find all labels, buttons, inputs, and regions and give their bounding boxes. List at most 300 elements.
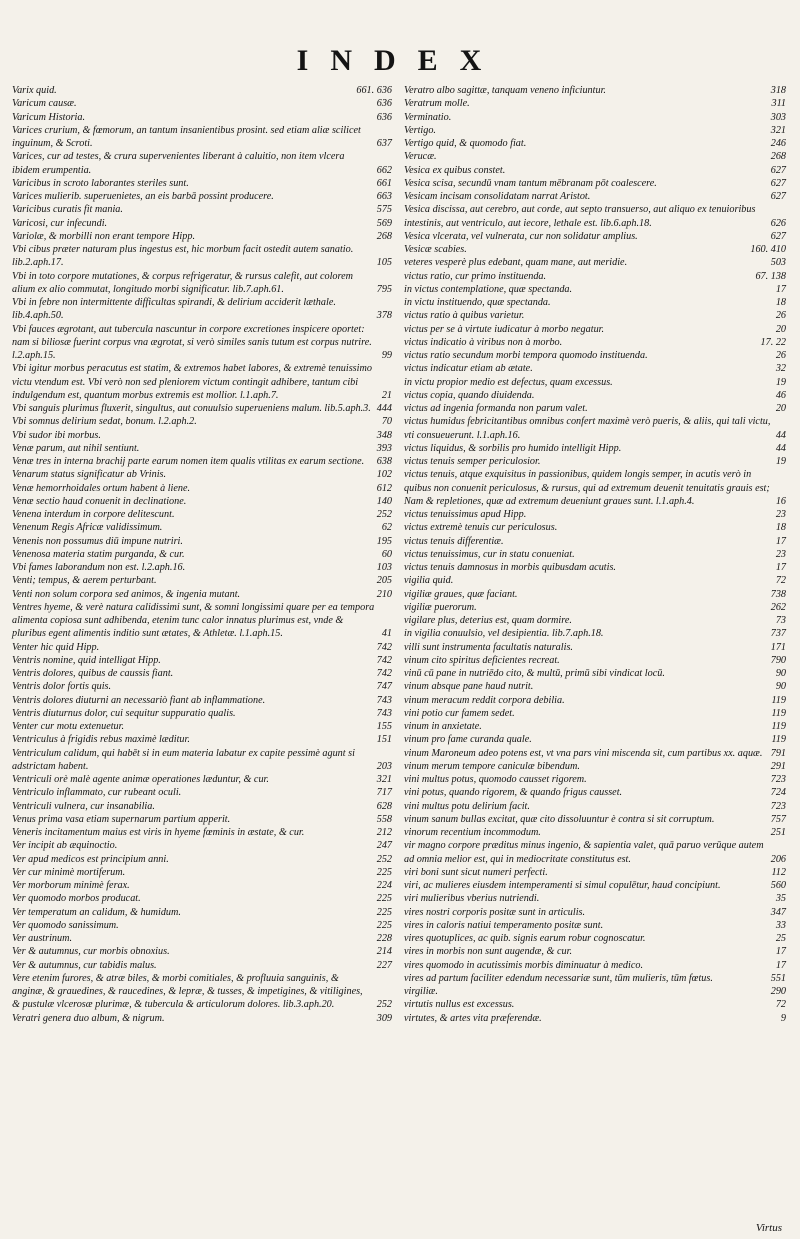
index-column-left [12, 84, 392, 1025]
index-entry [404, 283, 786, 296]
entry-text: victus ratio secundum morbi tempora quomodo instituenda. [404, 350, 648, 361]
index-entry [404, 84, 786, 97]
entry-page-number: 17. 22 [760, 336, 786, 348]
entry-text: Venenum Regis Africæ validissimum. [12, 522, 163, 534]
entry-text: Ver quomodo sanissimum. [12, 919, 119, 931]
index-entry [12, 495, 392, 508]
entry-text: victus tenuis, atque exquisitus in passionibus, quidem longis semper, in acutis verò in quibus non conuenit periculosus, & rursus, qui ad extremum deuenit tenuitatis grauis est; Nam & repletiones, quæ ad extremum deueniunt graues sunt. l.1.aph.4. [404, 469, 770, 507]
entry-text: Vbi igitur morbus peracutus est statim, & extremos habet labores, & extremè tenuissimo victu vtendum est. Vbi verò non sed pleniorem victum contingit adhibere, tantum cibi indulgendum est, quantum morbus extremis est mollior. l.1.aph.7. [12, 363, 372, 401]
entry-text: Ventris diuturnus dolor, cui sequitur suppuratio qualis. [12, 707, 236, 719]
entry-page-number: 210 [376, 588, 392, 600]
entry-text: victus tenuis differentiæ. [404, 535, 504, 547]
entry-text: vinum in anxietate. [404, 721, 482, 732]
index-entry [404, 786, 786, 799]
entry-text: Vbi in febre non intermittente difficultas spirandi, & delirium acciderit læthale. lib.4.aph.50. [12, 297, 336, 322]
entry-text: Venenis non possumus diū impune nutriri. [12, 535, 183, 547]
entry-text: Vbi fauces ægrotant, aut tubercula nascuntur in corpore excretiones inspicere oportet: nam si biliosæ fuerint corpus vna ægrotat, si verò similes sanis tutum est corpus nutrire. l.2.aph.15. [12, 323, 372, 361]
entry-page-number: 303 [770, 111, 786, 123]
entry-page-number: 227 [376, 959, 392, 971]
entry-page-number: 575 [376, 204, 392, 216]
entry-text: vires nostri corporis positæ sunt in articulis. [404, 906, 586, 918]
entry-page-number: 569 [376, 217, 392, 229]
index-entry [404, 468, 786, 508]
entry-page-number: 119 [771, 694, 786, 706]
entry-text: Veratri genera duo album, & nigrum. [12, 1012, 165, 1024]
index-entry [404, 654, 786, 667]
entry-page-number: 119 [771, 734, 786, 746]
entry-text: Ver & autumnus, cur tabidis malus. [12, 959, 157, 971]
entry-text: victus liquidus, & sorbilis pro humido intelligit Hipp. [404, 442, 622, 454]
entry-page-number: 717 [376, 787, 392, 799]
entry-text: Venarum status significatur ab Vrinis. [12, 469, 167, 481]
index-entry [404, 641, 786, 654]
entry-page-number: 627 [770, 177, 786, 189]
index-entry [12, 694, 392, 707]
entry-text: Varicosi, cur infecundi. [12, 217, 108, 229]
entry-page-number: 790 [770, 654, 786, 666]
index-entry [404, 813, 786, 826]
entry-page-number: 206 [770, 853, 786, 865]
entry-text: vini multus potus, quomodo causset rigorem. [404, 774, 587, 785]
index-entry [404, 402, 786, 415]
index-entry [12, 839, 392, 852]
index-entry [404, 362, 786, 375]
index-entry [404, 627, 786, 640]
entry-text: vir magno corpore præditus minus ingenio, & sapientia valet, quā paruo verūque autem ad omnia melior est, qui in mediocritate constitutus est. [404, 840, 764, 865]
entry-page-number: 212 [376, 827, 392, 838]
entry-text: Veneris incitamentum maius est viris in hyeme fœminis in æstate, & cur. [12, 827, 305, 838]
entry-text: Verucæ. [404, 151, 437, 163]
entry-page-number: 46 [775, 389, 786, 401]
entry-page-number: 262 [770, 601, 786, 613]
entry-page-number: 612 [376, 482, 392, 494]
index-entry [12, 270, 392, 297]
entry-page-number: 26 [775, 350, 786, 361]
entry-text: Venæ sectio haud conuenit in declinatione. [12, 495, 187, 507]
index-entry [12, 243, 392, 270]
entry-page-number: 171 [770, 641, 786, 653]
entry-text: Ver incipit ab æquinoctio. [12, 840, 118, 852]
entry-page-number: 44 [775, 429, 786, 441]
index-entry [12, 945, 392, 958]
entry-text: Vbi sudor ibi morbus. [12, 429, 101, 441]
entry-text: Vesica ex quibus constet. [404, 164, 506, 176]
entry-page-number: 90 [775, 681, 786, 693]
entry-page-number: 228 [376, 933, 392, 944]
index-entry [404, 733, 786, 746]
entry-page-number: 70 [381, 416, 392, 428]
entry-text: Venus prima vasa etiam supernarum partium apperit. [12, 813, 231, 825]
entry-text: vigilare plus, deterius est, quam dormire. [404, 615, 572, 626]
index-entry [12, 203, 392, 216]
entry-text: viri mulieribus vberius nutriendi. [404, 893, 540, 905]
entry-text: Vbi fames laborandum non est. l.2.aph.16. [12, 562, 186, 573]
index-entry [404, 190, 786, 203]
index-entry [12, 866, 392, 879]
index-entry [12, 654, 392, 667]
entry-page-number: 205 [376, 575, 392, 587]
index-entry [404, 415, 786, 442]
entry-page-number: 160. 410 [750, 244, 786, 255]
index-entry [404, 985, 786, 998]
entry-page-number: 103 [376, 562, 392, 573]
index-entry [404, 972, 786, 985]
entry-page-number: 18 [775, 522, 786, 534]
entry-page-number: 636 [376, 98, 392, 110]
entry-page-number: 724 [770, 787, 786, 799]
entry-text: vinum cito spiritus deficientes recreat. [404, 654, 560, 666]
entry-text: Vertigo quid, & quomodo fiat. [404, 138, 527, 149]
index-entry [12, 468, 392, 481]
index-entry [12, 230, 392, 243]
entry-text: victus extremè tenuis cur periculosus. [404, 522, 558, 534]
entry-page-number: 795 [376, 283, 392, 295]
entry-text: Vesicæ scabies. [404, 244, 467, 255]
index-entry [404, 588, 786, 601]
entry-page-number: 17 [775, 959, 786, 971]
entry-page-number: 747 [376, 681, 392, 693]
entry-text: victus per se à virtute iudicatur à morbo negatur. [404, 323, 605, 335]
index-entry [404, 879, 786, 892]
index-entry [12, 362, 392, 402]
index-entry [404, 270, 786, 283]
entry-page-number: 32 [775, 363, 786, 375]
index-entry [404, 150, 786, 163]
entry-page-number: 26 [775, 310, 786, 322]
entry-text: vinum Maroneum adeo potens est, vt vna pars vini miscenda sit, cum partibus xx. aquæ. [404, 747, 763, 759]
entry-page-number: 225 [376, 906, 392, 918]
entry-text: Varices mulierib. superuenietes, an eis barbā possint producere. [12, 191, 274, 202]
index-entry [404, 614, 786, 627]
index-entry [404, 124, 786, 137]
entry-page-number: 19 [775, 456, 786, 467]
entry-text: Ventris dolores, quibus de caussis fiant. [12, 668, 174, 679]
index-entry [404, 177, 786, 190]
index-entry [404, 535, 786, 548]
index-entry [12, 535, 392, 548]
index-entry [12, 415, 392, 428]
index-entry [404, 826, 786, 839]
index-entry [404, 455, 786, 468]
index-entry [12, 217, 392, 230]
index-entry [12, 1012, 392, 1025]
index-entry [404, 747, 786, 760]
entry-page-number: 33 [775, 919, 786, 931]
entry-page-number: 225 [376, 866, 392, 878]
entry-page-number: 560 [770, 880, 786, 891]
index-entry [12, 892, 392, 905]
entry-text: victus humidus febricitantibus omnibus confert maximè verò pueris, & aliis, qui tali victu, vti consueuerunt. l.1.aph.16. [404, 416, 771, 441]
entry-text: Venæ hemorrhoidales ortum habent à liene. [12, 482, 191, 494]
entry-page-number: 18 [775, 297, 786, 308]
index-entry [12, 296, 392, 323]
index-entry [404, 919, 786, 932]
index-entry [12, 588, 392, 601]
entry-page-number: 636 [376, 111, 392, 123]
entry-text: Ver cur minimè mortiferum. [12, 866, 126, 878]
entry-page-number: 203 [376, 760, 392, 772]
entry-text: Varicibus curatis fit mania. [12, 204, 123, 216]
entry-page-number: 627 [770, 164, 786, 176]
index-entry [12, 879, 392, 892]
entry-page-number: 791 [770, 747, 786, 759]
entry-page-number: 16 [775, 495, 786, 507]
entry-page-number: 743 [376, 694, 392, 706]
entry-text: Vesicam incisam consolidatam narrat Aristot. [404, 191, 591, 202]
entry-page-number: 17 [775, 283, 786, 295]
entry-text: Vbi cibus præter naturam plus ingestus est, hic morbum facit ostedit autem sanatio. lib.2.aph.17. [12, 244, 354, 269]
entry-page-number: 44 [775, 442, 786, 454]
entry-text: vinum meracum reddit corpora debilia. [404, 694, 565, 706]
index-entry [12, 482, 392, 495]
entry-page-number: 290 [770, 986, 786, 997]
catchword: Virtus [755, 1222, 782, 1234]
entry-page-number: 627 [770, 230, 786, 242]
entry-text: Varicibus in scroto laborantes steriles sunt. [12, 177, 189, 189]
entry-text: Ventriculum calidum, qui habēt si in eum materia labatur ex capite pessimè agunt si adstrictam habent. [12, 747, 355, 772]
entry-text: victus ad ingenia formanda non parum valet. [404, 403, 588, 414]
index-entry [12, 773, 392, 786]
index-entry [404, 906, 786, 919]
index-entry [404, 243, 786, 256]
index-entry [404, 256, 786, 269]
index-entry [12, 84, 392, 97]
entry-text: veteres vesperè plus edebant, quam mane, aut meridie. [404, 257, 628, 269]
entry-page-number: 20 [775, 323, 786, 335]
entry-text: virgiliæ. [404, 986, 438, 997]
entry-page-number: 41 [381, 628, 392, 640]
entry-page-number: 225 [376, 919, 392, 931]
entry-text: Venti; tempus, & aerem perturbant. [12, 575, 157, 587]
entry-page-number: 558 [376, 813, 392, 825]
index-entry [12, 959, 392, 972]
entry-page-number: 268 [770, 151, 786, 163]
entry-page-number: 247 [376, 840, 392, 852]
entry-text: Verminatio. [404, 111, 452, 123]
index-entry [404, 97, 786, 110]
entry-page-number: 252 [376, 999, 392, 1011]
index-entry [404, 773, 786, 786]
index-entry [404, 574, 786, 587]
entry-text: Ventriculus à frigidis rebus maximè læditur. [12, 734, 190, 746]
index-entry [12, 972, 392, 1012]
entry-page-number: 743 [376, 707, 392, 719]
entry-page-number: 321 [376, 774, 392, 785]
entry-text: Venti non solum corpora sed animos, & ingenia mutant. [12, 588, 241, 600]
entry-page-number: 348 [376, 429, 392, 441]
entry-page-number: 35 [775, 893, 786, 905]
entry-text: Ventris nomine, quid intelligat Hipp. [12, 654, 161, 666]
entry-text: Vbi sanguis plurimus fluxerit, singultus, aut conuulsio superueniens malum. lib.5.aph.3. [12, 403, 371, 414]
index-entry [12, 111, 392, 124]
entry-page-number: 251 [770, 827, 786, 838]
index-entry [12, 906, 392, 919]
entry-page-number: 195 [376, 535, 392, 547]
entry-text: victus tenuissimus, cur in statu conueniat. [404, 548, 575, 560]
index-entry [404, 442, 786, 455]
index-entry [12, 720, 392, 733]
entry-page-number: 214 [376, 946, 392, 958]
entry-page-number: 20 [775, 403, 786, 414]
entry-page-number: 99 [381, 350, 392, 361]
entry-page-number: 151 [376, 734, 392, 746]
index-entry [404, 720, 786, 733]
entry-page-number: 723 [770, 800, 786, 812]
index-entry [12, 177, 392, 190]
entry-text: vigiliæ puerorum. [404, 601, 477, 613]
entry-page-number: 663 [376, 191, 392, 202]
entry-text: victus tenuis semper periculosior. [404, 456, 541, 467]
index-entry [12, 800, 392, 813]
entry-text: vires quotuplices, ac quib. signis earum robur cognoscatur. [404, 933, 646, 944]
index-entry [404, 376, 786, 389]
index-entry [404, 336, 786, 349]
entry-text: vinum pro fame curanda quale. [404, 734, 532, 746]
index-entry [12, 97, 392, 110]
entry-page-number: 742 [376, 668, 392, 679]
index-entry [404, 561, 786, 574]
entry-text: Varix quid. [12, 85, 57, 96]
index-entry [12, 707, 392, 720]
index-entry [404, 230, 786, 243]
index-entry [12, 442, 392, 455]
entry-page-number: 72 [775, 999, 786, 1011]
entry-text: victus indicatio à viribus non à morbo. [404, 336, 563, 348]
entry-text: vini potio cur famem sedet. [404, 707, 515, 719]
index-entry [12, 601, 392, 641]
entry-text: Venena interdum in corpore delitescunt. [12, 509, 175, 520]
entry-text: Ventriculi orè malè agente animæ operationes læduntur, & cur. [12, 774, 269, 785]
entry-text: Venæ parum, aut nihil sentiunt. [12, 442, 140, 454]
entry-page-number: 67. 138 [755, 270, 786, 282]
entry-text: vires quomodo in acutissimis morbis diminuatur à medico. [404, 959, 644, 971]
entry-text: Varices, cur ad testes, & crura supervenientes liberant à caluitio, non item vlcera ibidem erumpentia. [12, 151, 345, 176]
index-entry [404, 839, 786, 866]
entry-page-number: 60 [381, 548, 392, 560]
entry-text: in vigilia conuulsio, vel desipientia. lib.7.aph.18. [404, 628, 604, 640]
entry-text: Ventris dolor fortis quis. [12, 681, 112, 693]
entry-page-number: 17 [775, 946, 786, 958]
entry-page-number: 72 [775, 575, 786, 587]
entry-page-number: 311 [771, 98, 786, 110]
entry-page-number: 627 [770, 191, 786, 202]
entry-page-number: 25 [775, 933, 786, 944]
entry-page-number: 246 [770, 138, 786, 149]
entry-text: Ver temperatum an calidum, & humidum. [12, 906, 181, 918]
entry-page-number: 378 [376, 310, 392, 322]
entry-text: Venter cur motu extenuetur. [12, 721, 125, 732]
entry-text: vinorum recentium incommodum. [404, 827, 541, 838]
index-entry [404, 959, 786, 972]
entry-text: Ver austrinum. [12, 933, 72, 944]
index-entry [404, 667, 786, 680]
entry-page-number: 321 [770, 124, 786, 136]
index-entry [12, 786, 392, 799]
entry-page-number: 757 [770, 813, 786, 825]
entry-text: vigilia quid. [404, 575, 454, 587]
entry-text: viri boni sunt sicut numeri perfecti. [404, 866, 548, 878]
index-entry [12, 561, 392, 574]
entry-page-number: 23 [775, 509, 786, 520]
entry-page-number: 252 [376, 509, 392, 520]
index-entry [12, 429, 392, 442]
index-entry [12, 323, 392, 363]
entry-text: vigiliæ graues, quæ faciant. [404, 588, 518, 600]
entry-page-number: 119 [771, 707, 786, 719]
entry-page-number: 662 [376, 164, 392, 176]
index-entry [404, 323, 786, 336]
entry-text: virtutes, & artes vita præferendæ. [404, 1012, 542, 1024]
entry-page-number: 268 [376, 230, 392, 242]
entry-text: Vesica vlcerata, vel vulnerata, cur non solidatur amplius. [404, 230, 638, 242]
index-entry [404, 309, 786, 322]
entry-text: vinū cū pane in nutriēdo cito, & multū, primū sibi vindicat locū. [404, 668, 665, 679]
index-entry [12, 853, 392, 866]
entry-page-number: 102 [376, 469, 392, 481]
index-entry [12, 508, 392, 521]
index-entry [404, 945, 786, 958]
index-column-right [404, 84, 786, 1025]
entry-text: Variolæ, & morbilli non erant tempore Hipp. [12, 230, 195, 242]
entry-page-number: 19 [775, 376, 786, 388]
entry-page-number: 73 [775, 615, 786, 626]
entry-page-number: 291 [770, 760, 786, 772]
entry-page-number: 723 [770, 774, 786, 785]
entry-text: Ver apud medicos est principium anni. [12, 853, 169, 865]
entry-text: viri, ac mulieres eiusdem intemperamenti si simul copulētur, haud concipiunt. [404, 880, 721, 891]
entry-page-number: 21 [381, 389, 392, 401]
entry-page-number: 17 [775, 535, 786, 547]
entry-page-number: 112 [771, 866, 786, 878]
entry-text: vinum merum tempore caniculæ bibendum. [404, 760, 580, 772]
entry-page-number: 140 [376, 495, 392, 507]
entry-page-number: 309 [376, 1012, 392, 1024]
entry-text: vires in caloris natiui temperamento positæ sunt. [404, 919, 604, 931]
index-entry [404, 137, 786, 150]
index-entry [12, 521, 392, 534]
index-entry [404, 508, 786, 521]
index-entry [404, 760, 786, 773]
index-entry [404, 707, 786, 720]
entry-text: Vesica scisa, secundū vnam tantum mēbranam pōt coalescere. [404, 177, 657, 189]
index-entry [12, 402, 392, 415]
index-entry [404, 389, 786, 402]
entry-page-number: 225 [376, 893, 392, 905]
entry-text: Ventriculo inflammato, cur rubeant oculi. [12, 787, 182, 799]
entry-text: victus tenuis damnosus in morbis quibusdam acutis. [404, 562, 616, 573]
index-entry [404, 680, 786, 693]
index-entry [12, 826, 392, 839]
entry-page-number: 661 [376, 177, 392, 189]
index-entry [404, 800, 786, 813]
entry-page-number: 9 [780, 1012, 786, 1024]
entry-page-number: 628 [376, 800, 392, 812]
entry-text: victus tenuissimus apud Hipp. [404, 509, 527, 520]
index-entry [404, 932, 786, 945]
entry-page-number: 252 [376, 853, 392, 865]
entry-text: Varices crurium, & fœmorum, an tantum insanientibus prosint. sed etiam aliæ scilicet inguinum, & Scroti. [12, 124, 361, 149]
entry-text: Venæ tres in interna brachij parte earum nomen item qualis vtilitas ex earum sectione. [12, 456, 365, 467]
entry-page-number: 90 [775, 668, 786, 679]
entry-text: vini multus potu delirium facit. [404, 800, 530, 812]
index-entry [12, 455, 392, 468]
index-entry [404, 1012, 786, 1025]
entry-page-number: 661. 636 [356, 85, 392, 96]
entry-text: Vesica discissa, aut cerebro, aut corde, aut septo transuerso, aut aliquo ex tenuioribus intestinis, aut ventriculo, aut iecore, lethale est. lib.6.aph.18. [404, 204, 756, 229]
index-entry [404, 349, 786, 362]
entry-page-number: 737 [770, 628, 786, 640]
entry-page-number: 318 [770, 85, 786, 96]
